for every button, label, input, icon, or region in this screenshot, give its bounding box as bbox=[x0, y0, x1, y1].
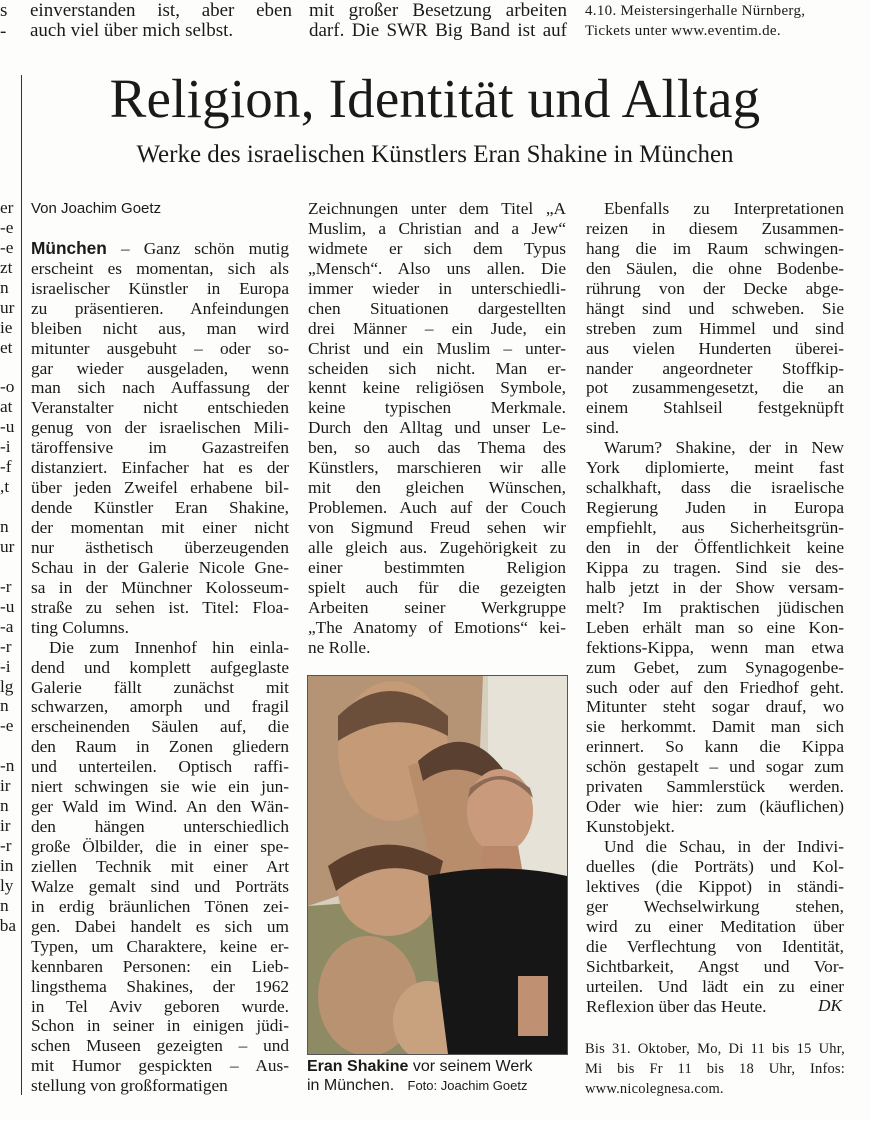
text-line: Kunstobjekt. bbox=[586, 817, 675, 837]
text-line: dende Künstler Eran Shakine, bbox=[31, 498, 289, 518]
text-line: der momentan mit einer nicht bbox=[31, 518, 289, 537]
fragment-line: i- bbox=[0, 437, 11, 457]
text-line: hang die im Raum schwingen- bbox=[586, 238, 844, 258]
text-line: Typen, um Charaktere, keine er- bbox=[31, 936, 289, 956]
text-line: drei Männer – ein Jude, ein bbox=[308, 318, 566, 338]
text-line: melt? Im praktischen jüdischen bbox=[586, 597, 844, 617]
text-line: Die zum Innenhof hin einla- bbox=[49, 637, 289, 657]
text-line: alle gleich aus. Zugehörigkeit zu bbox=[308, 537, 566, 557]
text-line: gar wieder ausgeladen, wenn bbox=[31, 358, 289, 378]
text-line: duelles (die Porträts) und Kol- bbox=[586, 856, 844, 876]
fragment-line: zt bbox=[0, 257, 13, 277]
text-line: in erdig bräunlichen Tönen zei- bbox=[31, 896, 289, 916]
text-line: den in der Öffentlichkeit keine bbox=[586, 537, 844, 557]
text-line: fektions-Kippa, wenn man etwa bbox=[586, 637, 844, 657]
text-line: York diplomierte, meint fast bbox=[586, 458, 844, 478]
artist-photo bbox=[307, 675, 568, 1055]
text-line: stellung von großformatigen bbox=[31, 1076, 228, 1096]
paragraph bbox=[586, 837, 844, 1016]
text-line: ting Columns. bbox=[31, 617, 129, 637]
fragment-line: r- bbox=[0, 636, 12, 656]
text-line: streben zum Himmel und sind bbox=[586, 318, 844, 338]
fragment-line: n bbox=[0, 517, 9, 536]
text-line: Leben erhält man so eine Kon- bbox=[586, 617, 844, 637]
text-line: Warum? Shakine, der in New bbox=[604, 438, 844, 458]
fragment-line bbox=[0, 497, 16, 517]
text-line: Walze gemalt sind und Porträts bbox=[31, 876, 289, 896]
text-line: lingsthema Shakines, der 1962 bbox=[31, 976, 289, 996]
headline: Religion, Identität und Alltag bbox=[109, 68, 761, 129]
article-column-3 bbox=[586, 199, 844, 1016]
fragment-line: et bbox=[0, 337, 13, 357]
fragment-line: n bbox=[0, 696, 9, 716]
text-line: schalkhaft, dass die israelische bbox=[586, 478, 844, 498]
text-line: Mitunter steht sogar drauf, wo bbox=[586, 697, 844, 717]
text-line: urteilen. Und lädt ein zu einer bbox=[586, 976, 844, 996]
text-line bbox=[31, 239, 289, 259]
neighbor-column-fragments bbox=[0, 198, 16, 936]
text-line: Und die Schau, in der Indivi- bbox=[604, 837, 844, 856]
text-line: den Säulen, die ohne Bodenbe- bbox=[586, 258, 844, 278]
text-line: täroffensive im Gazastreifen bbox=[31, 438, 289, 458]
text-line: nander angeordneter Stoffkip- bbox=[586, 358, 844, 378]
text-line: Schon in seiner in einigen jüdi- bbox=[31, 1016, 289, 1036]
text-line: mit Humor gespickten – Aus- bbox=[31, 1056, 289, 1076]
fragment-line: r- bbox=[0, 576, 12, 596]
paragraph bbox=[586, 199, 844, 438]
author-signature: DK bbox=[817, 996, 842, 1016]
text-line: Oder wie hier: zum (käuflichen) bbox=[586, 797, 844, 817]
edge-fragment-top: s - bbox=[0, 0, 8, 42]
dateline-text: – Ganz schön mutig bbox=[106, 238, 289, 258]
text-line: den hängen unterschiedlich bbox=[31, 817, 289, 837]
prev-article-mid: mit großer Besetzung arbeiten darf. Die SWR Big Band ist auf bbox=[309, 0, 567, 40]
fragment-line: n bbox=[0, 277, 9, 297]
fragment-line: i- bbox=[0, 656, 11, 676]
fragment-line: e- bbox=[0, 716, 14, 736]
text-line: zu präsentieren. Anfeindungen bbox=[31, 298, 289, 318]
text-line: Problemen. Auch auf der Couch bbox=[308, 498, 566, 518]
text-line: distanziert. Einfacher hat es der bbox=[31, 458, 289, 478]
caption-text: vor seinem Werk bbox=[408, 1058, 533, 1075]
text-line: genug von der israelischen Mili- bbox=[31, 418, 289, 438]
text-line: erinnert. So kann die Kippa bbox=[586, 737, 844, 757]
fragment-line: r- bbox=[0, 836, 12, 855]
exhibition-info: Bis 31. Oktober, Mo, Di 11 bis 15 Uhr, Mi bis Fr 11 bis 18 Uhr, Infos: www.nicolegnesa.com. bbox=[585, 1041, 845, 1097]
text-line: Galerie fällt zunächst mit bbox=[31, 677, 289, 697]
photo-credit: Foto: Joachim Goetz bbox=[407, 1078, 528, 1093]
text-line: mit den gleichen Wünschen, bbox=[308, 478, 566, 498]
byline: Von Joachim Goetz bbox=[31, 200, 162, 217]
text-line: immer wieder in unterschiedli- bbox=[308, 278, 566, 298]
fragment-line: ir bbox=[0, 776, 11, 796]
paragraph bbox=[31, 239, 289, 638]
text-line: Künstlers, marschieren wir alle bbox=[308, 458, 566, 478]
text-line: in Tel Aviv geboren wurde. bbox=[31, 996, 289, 1016]
text-line: ziellen Technik mit einer Art bbox=[31, 856, 289, 876]
text-line: Regierung Juden in Europa bbox=[586, 498, 844, 518]
text-line: sind. bbox=[586, 418, 620, 438]
text-line: sa in der Münchner Kolosseum- bbox=[31, 577, 289, 597]
text-line: „Mensch“. Also uns allen. Die bbox=[308, 258, 566, 278]
text-line: keine typischen Merkmale. bbox=[308, 398, 566, 418]
text-line: ne Rolle. bbox=[308, 637, 371, 657]
text-line: schwarzen, amorph und fragil bbox=[31, 697, 289, 717]
text-line: den Raum in Zonen gliedern bbox=[31, 737, 289, 757]
text-line: Durch den Alltag und unser Le- bbox=[308, 418, 566, 438]
text-line: wird zu einer Meditation über bbox=[586, 916, 844, 936]
text-line: die Verflechtung von Identität, bbox=[586, 936, 844, 956]
photo-illustration bbox=[308, 676, 567, 1054]
text-line: und unterteilen. Optisch raffi- bbox=[31, 757, 289, 777]
text-line: erscheinenden Säulen auf, die bbox=[31, 717, 289, 737]
fragment-line: a- bbox=[0, 616, 14, 636]
fragment-line: ie bbox=[0, 317, 13, 337]
text-line: einer bestimmten Religion bbox=[308, 557, 566, 577]
text-line: Christ und ein Muslim – unter- bbox=[308, 338, 566, 358]
text-line: sie herkommt. Damit man sich bbox=[586, 717, 844, 737]
text-line: über jeden Zweifel erhabene bil- bbox=[31, 478, 289, 498]
fragment-line: ur bbox=[0, 536, 15, 556]
fragment-line bbox=[0, 358, 16, 378]
photo-caption bbox=[307, 1057, 572, 1095]
fragment-line: t, bbox=[0, 477, 10, 497]
fragment-line: u- bbox=[0, 596, 15, 616]
text-line: ger Wald im Wind. An den Wän- bbox=[31, 797, 289, 817]
text-line: pot zusammengesetzt, die an bbox=[586, 378, 844, 398]
paragraph bbox=[31, 638, 289, 1097]
text-line: dend und komplett aufgeglaste bbox=[31, 657, 289, 677]
text-line: große Ölbilder, die in einer spe- bbox=[31, 837, 289, 856]
fragment-line: n bbox=[0, 796, 9, 816]
text-line: privaten Sammlerstück werden. bbox=[586, 777, 844, 797]
text-line: reizen in diesem Zusammen- bbox=[586, 218, 844, 238]
text-line: einem Stahlseil festgeknüpft bbox=[586, 398, 844, 418]
text-line: Reflexion über das Heute. bbox=[586, 996, 767, 1016]
text-line: kennbaren Personen: ein Lieb- bbox=[31, 956, 289, 976]
text-line: mitunter ausgebuht – oder so- bbox=[31, 338, 289, 358]
fragment-line: ir bbox=[0, 816, 11, 836]
fragment-line: e- bbox=[0, 237, 14, 257]
article-column-1 bbox=[31, 199, 289, 1096]
text-line: aus vielen Hunderten überei- bbox=[586, 338, 844, 358]
fragment-line: ly bbox=[0, 875, 14, 895]
text-line: nur ästhetisch überzeugenden bbox=[31, 537, 289, 557]
fragment-line: u- bbox=[0, 417, 15, 437]
text-line: spielt auch für die gezeigten bbox=[308, 577, 566, 597]
text-line: erscheint es momentan, sich als bbox=[31, 258, 289, 278]
text-line: ben, so auch das Thema des bbox=[308, 438, 566, 458]
article-column-2 bbox=[308, 199, 566, 658]
text-line: empfiehlt, aus Sicherheitsgrün- bbox=[586, 518, 844, 537]
text-line: niert schwingen sie wie ein jun- bbox=[31, 777, 289, 797]
paragraph bbox=[586, 438, 844, 837]
text-line: rührung von der Decke abge- bbox=[586, 278, 844, 298]
fragment-line bbox=[0, 736, 16, 756]
text-line: schön gestapelt – und sogar zum bbox=[586, 757, 844, 777]
fragment-line: e- bbox=[0, 217, 14, 237]
subheadline: Werke des israelischen Künstlers Eran Shakine in München bbox=[136, 141, 734, 168]
text-line: ger Wechselwirkung stehen, bbox=[586, 896, 844, 916]
column-rule bbox=[21, 75, 22, 1095]
text-line: halb jetzt in der Show versam- bbox=[586, 577, 844, 597]
text-line: Veranstalter nicht entschieden bbox=[31, 398, 289, 418]
fragment-line: ur bbox=[0, 297, 15, 317]
text-line: Ebenfalls zu Interpretationen bbox=[604, 199, 844, 218]
text-line: bleiben nicht aus, man wird bbox=[31, 318, 289, 338]
text-line: Kippa zu tragen. Sind sie des- bbox=[586, 557, 844, 577]
text-line: chen Situationen dargestellten bbox=[308, 298, 566, 318]
fragment-line: ba bbox=[0, 915, 16, 935]
text-line: zum Gebet, zum Synagogenbe- bbox=[586, 657, 844, 677]
text-line: Zeichnungen unter dem Titel „A bbox=[308, 199, 566, 218]
text-line: such oder auf den Friedhof geht. bbox=[586, 677, 844, 697]
text-line: hängt sind und schweben. Sie bbox=[586, 298, 844, 318]
text-line: israelischer Künstler in Europa bbox=[31, 278, 289, 298]
fragment-line: lg bbox=[0, 676, 14, 696]
fragment-line bbox=[0, 557, 16, 577]
text-line: lektives (die Kippot) in ständi- bbox=[586, 876, 844, 896]
text-line: Schau in der Galerie Nicole Gne- bbox=[31, 557, 289, 577]
fragment-line: o- bbox=[0, 377, 15, 397]
text-line: scheiden sich nicht. Man er- bbox=[308, 358, 566, 378]
fragment-line: er bbox=[0, 198, 14, 217]
text-line: man sich nach Auffassung der bbox=[31, 378, 289, 398]
fragment-line: n bbox=[0, 895, 9, 915]
caption-name: Eran Shakine bbox=[307, 1058, 409, 1075]
prev-article-right: 4.10. Meistersingerhalle Nürnberg, Tickets unter www.eventim.de. bbox=[585, 3, 806, 39]
text-line: widmete er sich dem Typus bbox=[308, 238, 566, 258]
fragment-line: in bbox=[0, 855, 14, 875]
text-line: Muslim, a Christian and a Jew“ bbox=[308, 218, 566, 238]
text-line: kennt keine religiösen Symbole, bbox=[308, 378, 566, 398]
text-line: Arbeiten seiner Werkgruppe bbox=[308, 597, 566, 617]
dateline: München bbox=[31, 238, 107, 258]
caption-text-2: in München. bbox=[307, 1077, 395, 1094]
text-line: Sichtbarkeit, Angst und Vor- bbox=[586, 956, 844, 976]
fragment-line: f- bbox=[0, 457, 12, 477]
text-line: gen. Dabei handelt es sich um bbox=[31, 916, 289, 936]
text-line: „The Anatomy of Emotions“ kei- bbox=[308, 617, 566, 637]
fragment-line: n- bbox=[0, 756, 15, 776]
fragment-line: at bbox=[0, 397, 13, 417]
text-line: straße zu sehen ist. Titel: Floa- bbox=[31, 597, 289, 617]
text-line: von Sigmund Freud sehen wir bbox=[308, 518, 566, 537]
prev-article-left: einverstanden ist, aber eben auch viel über mich selbst. bbox=[30, 0, 292, 40]
text-line: schen Museen gezeigten – und bbox=[31, 1036, 289, 1056]
